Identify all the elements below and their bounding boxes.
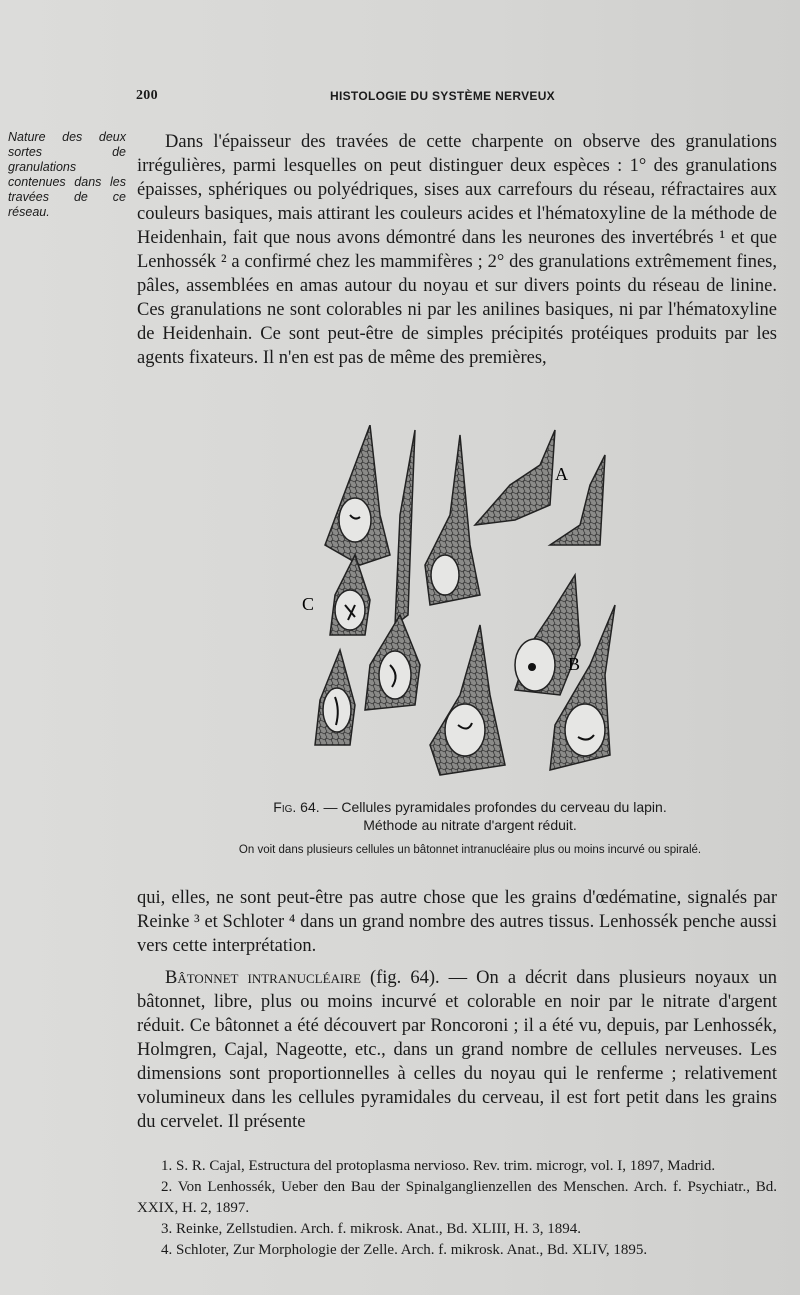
paragraph-batonnet (137, 966, 777, 1134)
cell-7-label-b (515, 575, 580, 695)
caption-line-3: On voit dans plusieurs cellules un bâtonnet intranucléaire plus ou moins incurvé ou spiralé. (238, 844, 702, 856)
margin-note: Nature des deux sortes de granulations contenues dans les travées de ce réseau. (8, 130, 126, 219)
cell-9 (430, 625, 505, 775)
figure-label: Fig. 64. (273, 799, 320, 815)
footnote-3: 3. Reinke, Zellstudien. Arch. f. mikrosk. Anat., Bd. XLIII, H. 3, 1894. (161, 1221, 581, 1237)
running-header (136, 88, 776, 108)
cell-2 (395, 430, 415, 625)
footnote-1: 1. S. R. Cajal, Estructura del protoplasma nervioso. Rev. trim. microgr, vol. I, 1897, Madrid. (161, 1158, 716, 1174)
footnote-4: 4. Schloter, Zur Morphologie der Zelle. Arch. f. mikrosk. Anat., Bd. XLIV, 1895. (161, 1242, 648, 1258)
page-number: 200 (136, 88, 158, 103)
figure-label-b: B (568, 654, 581, 674)
cell-5-label-c (302, 555, 370, 635)
cell-4-label-a (475, 430, 605, 545)
figure-label-a: A (555, 464, 568, 484)
paragraph-text: qui, elles, ne sont peut-être pas autre chose que les grains d'œdématine, signalés par Reinke ³ et Schloter ⁴ dans un grand nombre des autres tissus. Lenhossék penche aussi vers cette interprétation. (137, 888, 777, 956)
figure-caption (160, 798, 780, 858)
caption-line-1: — Cellules pyramidales profondes du cerveau du lapin. (319, 799, 667, 815)
figure-label-c: C (302, 594, 315, 614)
running-title: HISTOLOGIE DU SYSTÈME NERVEUX (330, 89, 555, 103)
cell-6 (365, 615, 420, 710)
paragraph-oedematine (137, 886, 777, 958)
cell-1 (325, 425, 390, 565)
section-heading: Bâtonnet intranucléaire (165, 968, 361, 988)
cell-8 (315, 650, 355, 745)
paragraph-text: Dans l'épaisseur des travées de cette charpente on observe des granulations irrégulières, parmi lesquelles on peut distinguer deux espèces : 1° des granulations épaisses, sphériques ou polyédriques, sises aux carrefours du réseau, réfractaires aux couleurs basiques, mais attirant les couleurs acides et l'hématoxyline de la méthode de Heidenhain, fait que nous avons démontré dans les neurones des invertébrés ¹ et que Lenhossék ² a confirmé chez les mammifères ; 2° des granulations extrêmement fines, pâles, assemblées en amas autour du noyau et sur divers points du réseau de linine. Ces granulations ne sont colorables ni par les anilines basiques, ni par l'hématoxyline de Heidenhain. Ce sont peut-être de simples précipités protéiques produits par les agents fixateurs. Il n'en est pas de même des premières, (137, 132, 777, 368)
paragraph-text: (fig. 64). — On a décrit dans plusieurs noyaux un bâtonnet, libre, plus ou moins incurvé et colorable en noir par le nitrate d'argent réduit. Ce bâtonnet a été découvert par Roncoroni ; il a été vu, depuis, par Lenhossék, Holmgren, Cajal, Nageotte, etc., dans un grand nombre de cellules nerveuses. Les dimensions sont proportionnelles à celles du noyau qui le renferme ; relativement volumineux dans les cellules pyramidales du cerveau, il est fort petit dans les grains du cervelet. Il présente (137, 968, 778, 1132)
figure-pyramidal-cells (300, 425, 630, 790)
footnote-2: 2. Von Lenhossék, Ueber den Bau der Spinalganglienzellen des Menschen. Arch. f. Psychiatr., Bd. XXIX, H. 2, 1897. (137, 1179, 777, 1216)
cell-3 (425, 435, 480, 605)
footnotes (137, 1156, 777, 1261)
paragraph-granulations (137, 130, 777, 370)
caption-line-2: Méthode au nitrate d'argent réduit. (363, 817, 577, 833)
